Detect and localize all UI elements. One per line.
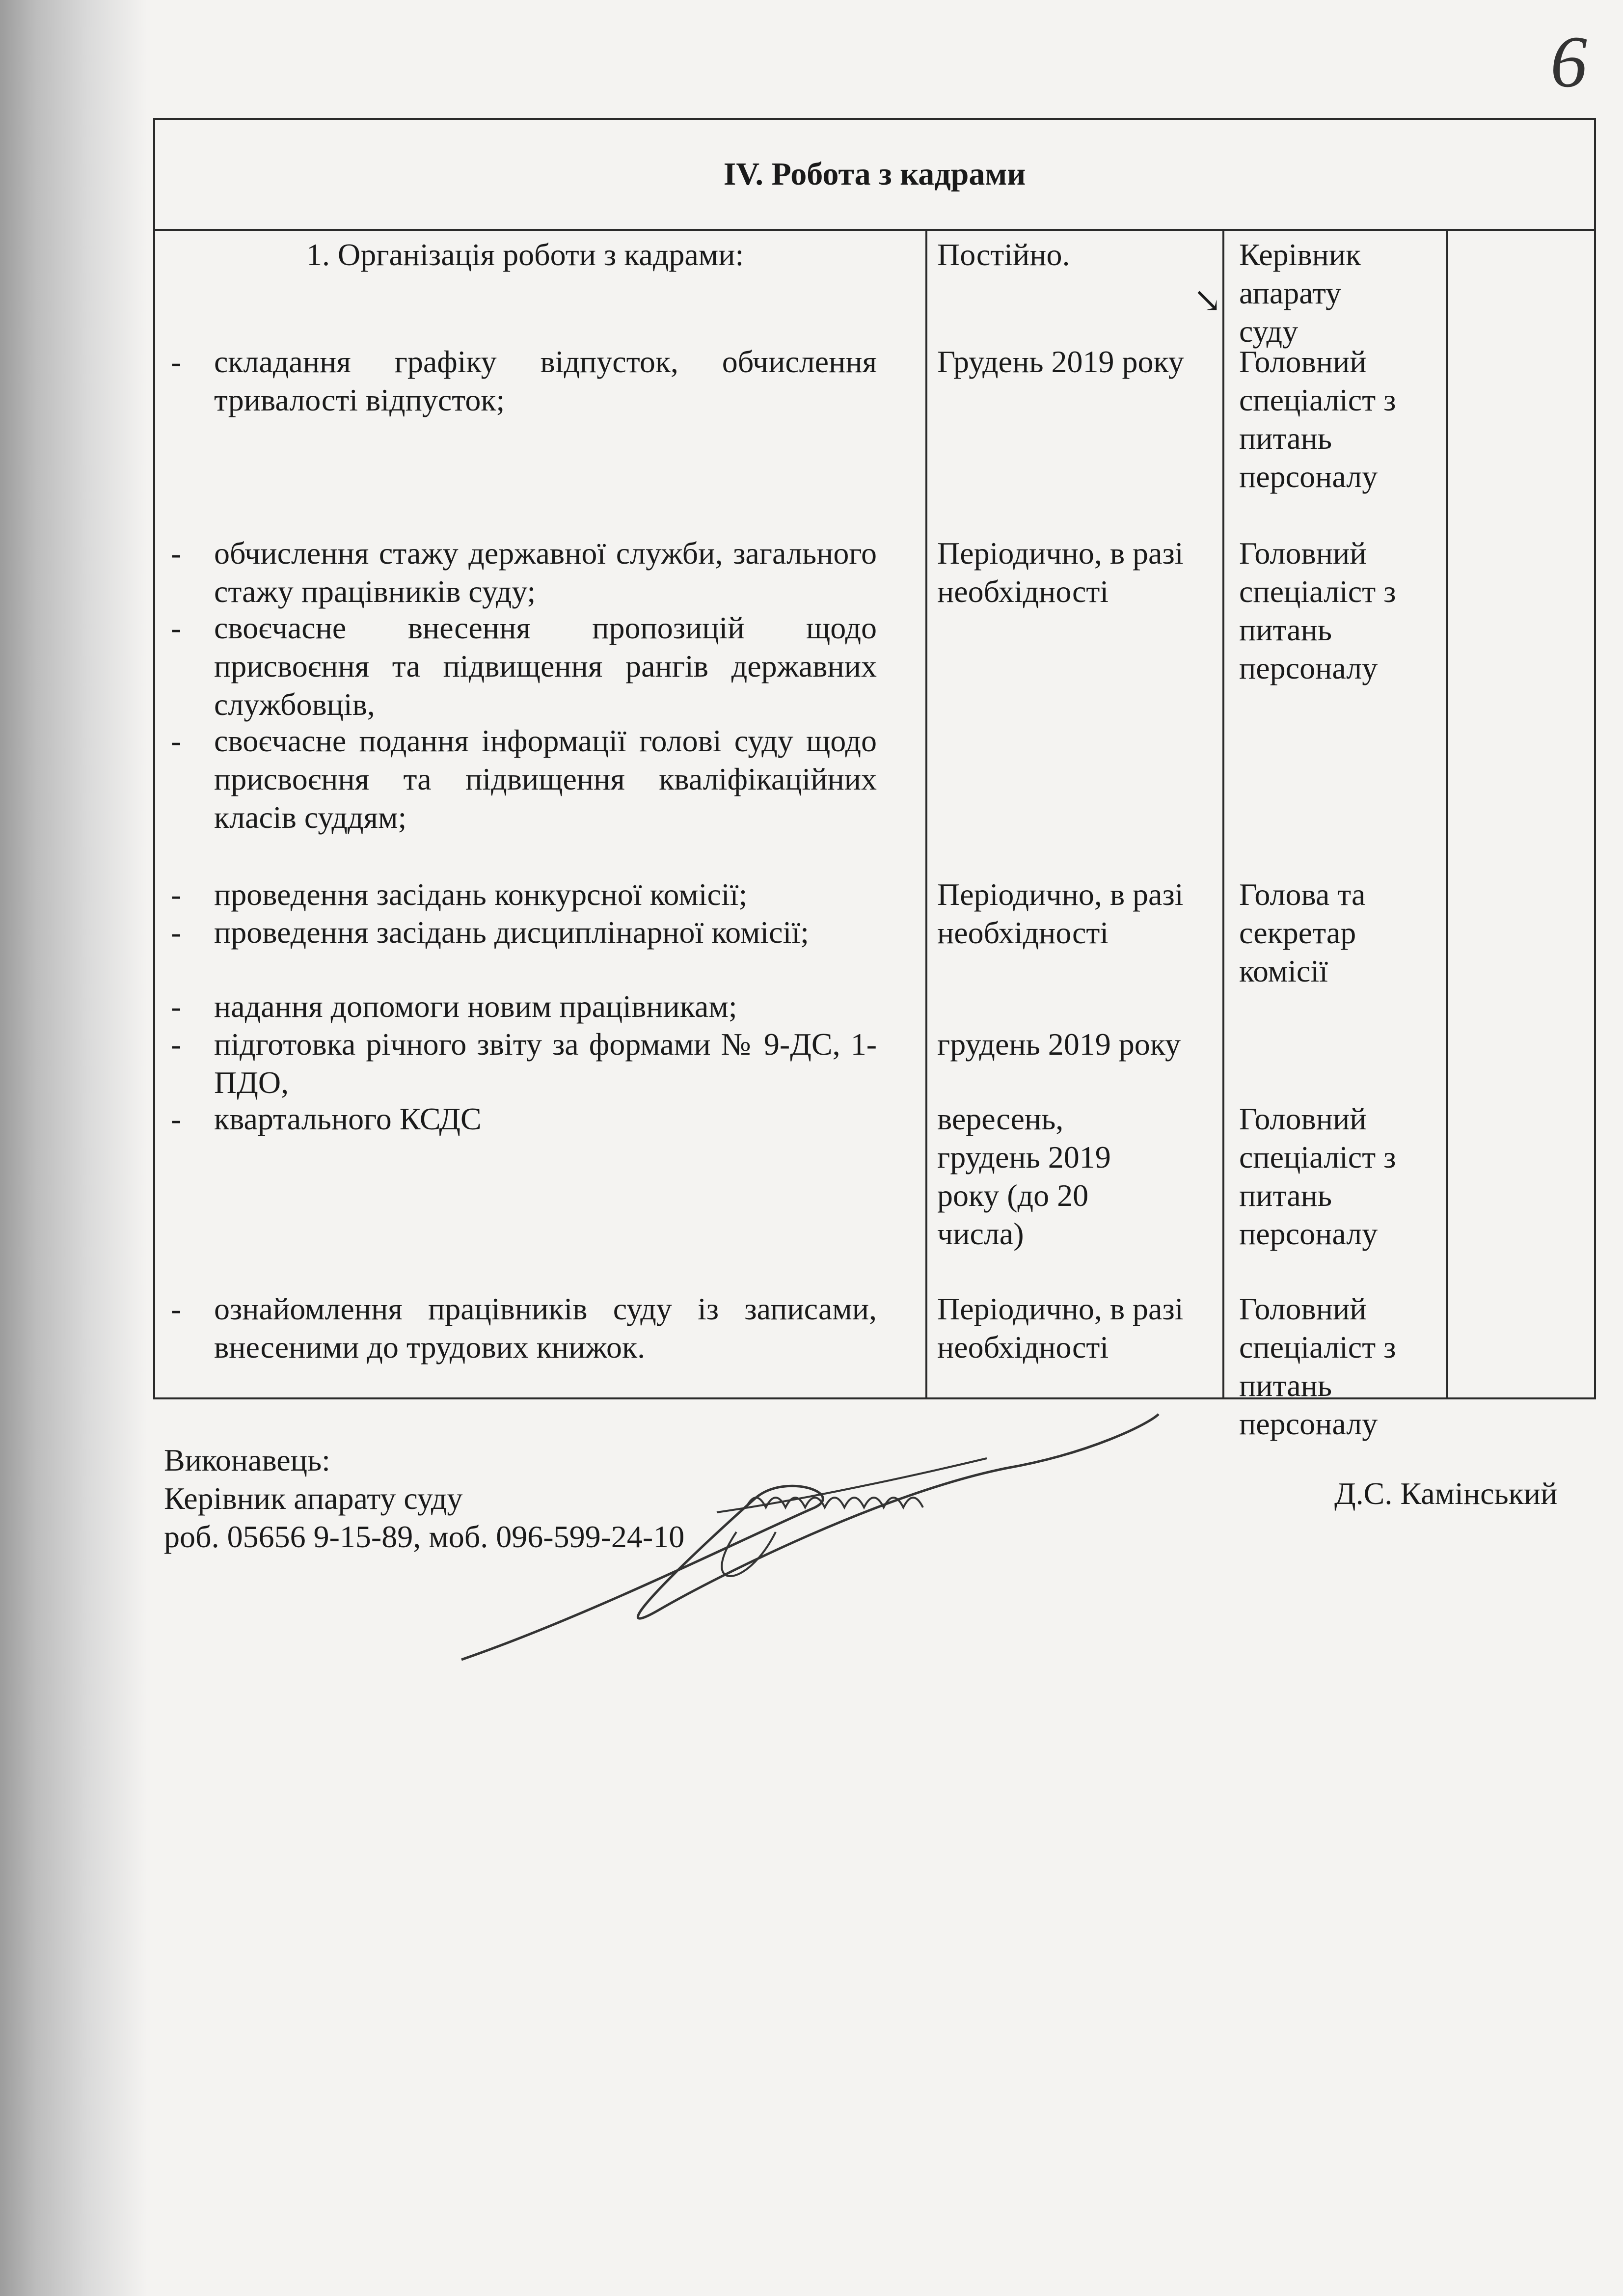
task-item: - складання графіку відпусток, обчислення тривалості відпусток; [214, 343, 877, 419]
page-number: 6 [1550, 21, 1587, 103]
date-entry: Грудень 2019 року [937, 344, 1184, 379]
section-header-row [154, 119, 1595, 230]
task-item: - проведення засідань дисциплінарної комісії; [214, 913, 877, 952]
notes-cell [1447, 230, 1595, 1398]
executor-label: Виконавець: [164, 1443, 330, 1477]
date-entry: грудень 2019 року [937, 1027, 1181, 1062]
handwritten-signature [442, 1385, 1178, 1679]
table-row [154, 230, 1595, 1398]
responsible-entry: Голова та секретар комісії [1239, 877, 1366, 989]
executor-position: Керівник апарату суду [164, 1481, 463, 1516]
responsible-cell [1223, 230, 1447, 1442]
date-entry: вересень, грудень 2019 року (до 20 числа) [937, 1101, 1111, 1252]
responsible-entry: Головний спеціаліст з питань персоналу [1239, 1291, 1396, 1442]
main-date: Постійно. [937, 237, 1070, 272]
responsible-entry: Головний спеціаліст з питань персоналу [1239, 1101, 1396, 1252]
dates-cell [926, 230, 1223, 1398]
date-entry: Періодично, в разі необхідності [937, 1291, 1184, 1365]
responsible-entry: Головний спеціаліст з питань персоналу [1239, 344, 1396, 494]
task-item: - підготовка річного звіту за формами № 9-ДС, 1-ПДО, [214, 1025, 877, 1102]
signatory-name: Д.С. Камінський [1334, 1476, 1558, 1511]
ink-mark: ↘ [1193, 282, 1222, 320]
task-item: - проведення засідань конкурсної комісії; [214, 875, 877, 914]
task-item: - своєчасне подання інформації голові суду щодо присвоєння та підвищення кваліфікаційних класів суддям; [214, 722, 877, 837]
task-item: - квартального КСДС [214, 1100, 877, 1138]
section-title: IV. Робота з кадрами [154, 119, 1595, 230]
main-responsible: Керівник апарату суду [1239, 237, 1361, 349]
task-item: - своєчасне внесення пропозицій щодо присвоєння та підвищення рангів державних службовців, [214, 609, 877, 724]
task-item: - надання допомоги новим працівникам; [214, 987, 877, 1026]
page-edge-shadow [0, 0, 147, 2296]
executor-phones: роб. 05656 9-15-89, моб. 096-599-24-10 [164, 1519, 685, 1555]
main-task-heading: 1. Організація роботи з кадрами: [306, 237, 744, 272]
plan-table [153, 118, 1596, 1442]
responsible-entry: Головний спеціаліст з питань персоналу [1239, 536, 1396, 686]
tasks-cell [154, 230, 926, 1398]
task-item: - ознайомлення працівників суду із записами, внесеними до трудових книжок. [214, 1290, 877, 1367]
date-entry: Періодично, в разі необхідності [937, 536, 1184, 609]
task-item: - обчислення стажу державної служби, загального стажу працівників суду; [214, 534, 877, 611]
date-entry: Періодично, в разі необхідності [937, 877, 1184, 951]
